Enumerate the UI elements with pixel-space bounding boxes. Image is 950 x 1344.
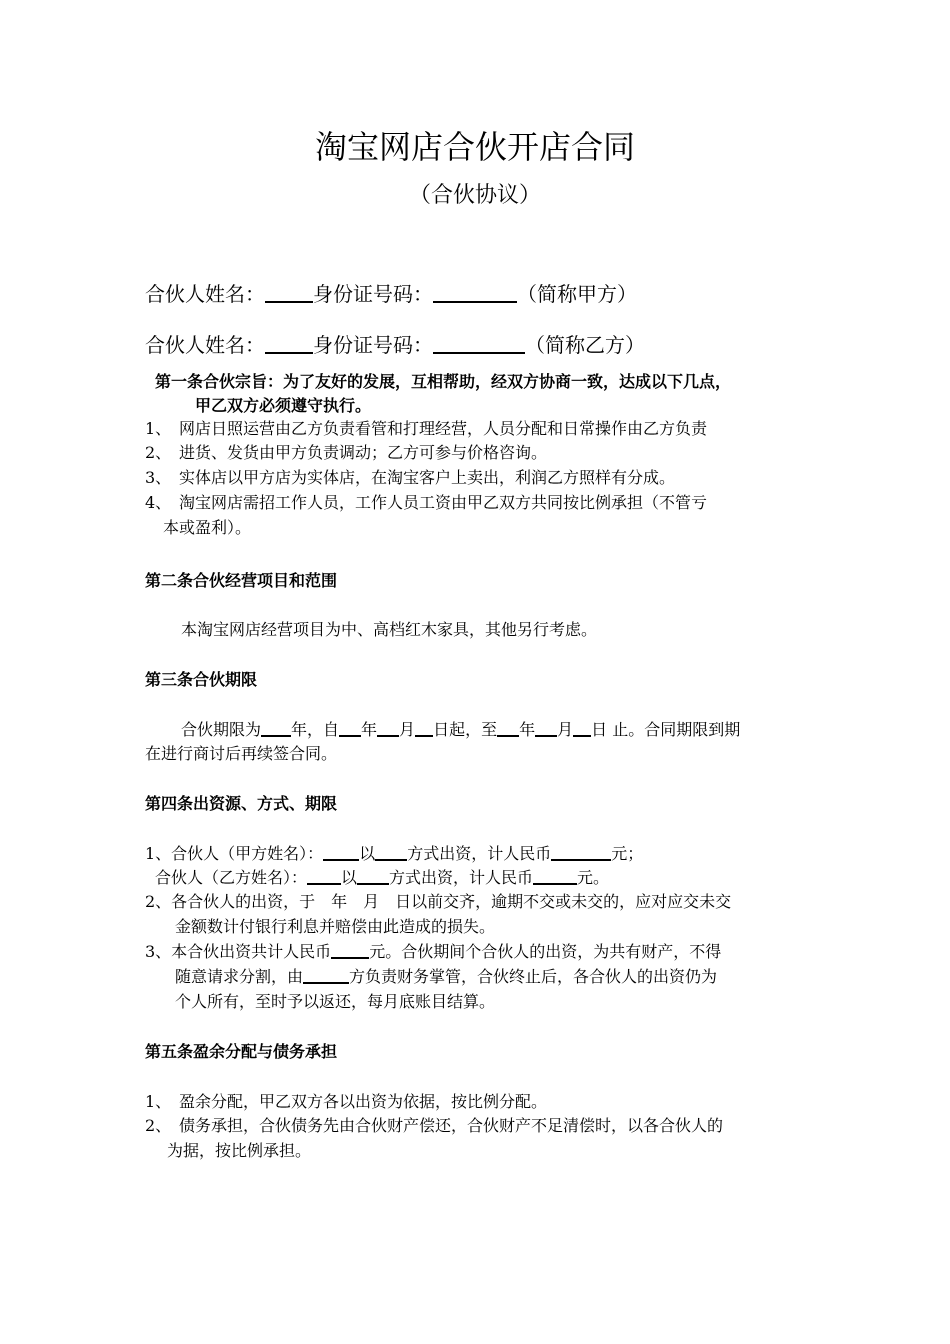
article-1-heading-cont: 甲乙双方必须遵守执行。 [195, 396, 372, 415]
party-b-id-label: 身份证号码： [313, 333, 433, 357]
end-year-blank [497, 718, 519, 737]
list-text: 债务承担，合伙债务先由合伙财产偿还，合伙财产不足清偿时，以各合伙人的 [179, 1116, 724, 1135]
finance-party-blank [303, 965, 349, 984]
text-span: 以 [359, 844, 376, 863]
end-day-blank [573, 718, 591, 737]
party-a-suffix: （简称甲方） [517, 282, 637, 306]
article-1-item-4 [145, 490, 707, 513]
text-span: 年，自 [291, 720, 340, 739]
article-2-text: 本淘宝网店经营项目为中、高档红木家具，其他另行考虑。 [181, 620, 598, 639]
text-span: 方式出资，计人民币 [389, 868, 534, 887]
list-number: 3、 [145, 468, 172, 487]
party-b-method-blank [357, 866, 389, 885]
text-span: 3、本合伙出资共计人民币 [145, 942, 332, 961]
party-a-id-label: 身份证号码： [313, 282, 433, 306]
text-span: 日起，至 [433, 720, 498, 739]
article-4-item-2: 2、各合伙人的出资，于 年 月 日以前交齐，逾期不交或未交的，应对应交未交 [145, 892, 732, 911]
article-4-item-1 [145, 841, 643, 864]
article-2-heading: 第二条合伙经营项目和范围 [145, 571, 338, 590]
party-b-suffix: （简称乙方） [525, 333, 645, 357]
list-number: 4、 [145, 493, 172, 512]
article-4-item-1-b [155, 865, 609, 888]
article-4-item-3 [145, 939, 721, 962]
text-span: 元； [611, 844, 644, 863]
article-4-heading: 第四条出资源、方式、期限 [145, 794, 338, 813]
article-5-item-2 [145, 1113, 723, 1136]
list-text: 淘宝网店需招工作人员，工作人员工资由甲乙双方共同按比例承担（不管亏 [179, 493, 708, 512]
article-4-item-3-cont-2: 个人所有，至时予以返还，每月底账目结算。 [175, 992, 496, 1011]
article-1-item-4-cont: 本或盈利）。 [163, 518, 252, 537]
party-a-name-label: 合伙人姓名： [145, 282, 265, 306]
list-text: 盈余分配，甲乙双方各以出资为依据，按比例分配。 [179, 1092, 548, 1111]
party-b-contributor-blank [307, 866, 341, 885]
article-1-item-1 [145, 416, 707, 439]
start-month-blank [377, 718, 399, 737]
text-span: 月 [557, 720, 574, 739]
text-span: 元。合伙期间个合伙人的出资，为共有财产，不得 [369, 942, 722, 961]
start-year-blank [339, 718, 361, 737]
article-5-heading: 第五条盈余分配与债务承担 [145, 1042, 338, 1061]
party-b-name-label: 合伙人姓名： [145, 333, 265, 357]
end-month-blank [535, 718, 557, 737]
list-number: 2、 [145, 443, 172, 462]
article-4-item-2-cont: 金额数计付银行利息并赔偿由此造成的损失。 [175, 917, 496, 936]
party-b-id-blank [433, 335, 525, 354]
party-a-method-blank [375, 842, 407, 861]
party-a-id-blank [433, 284, 517, 303]
list-number: 1、 [145, 1092, 172, 1111]
party-b-line [145, 329, 645, 358]
article-5-item-2-cont: 为据，按比例承担。 [167, 1141, 312, 1160]
list-text: 实体店以甲方店为实体店，在淘宝客户上卖出，利润乙方照样有分成。 [179, 468, 676, 487]
party-b-amount-blank [533, 866, 577, 885]
text-span: 元。 [577, 868, 610, 887]
party-b-name-blank [265, 335, 313, 354]
list-text: 网店日照运营由乙方负责看管和打理经营，人员分配和日常操作由乙方负责 [179, 419, 708, 438]
text-span: 方负责财务掌管，合伙终止后，各合伙人的出资仍为 [349, 967, 718, 986]
text-span: 随意请求分割，由 [175, 967, 304, 986]
party-a-amount-blank [551, 842, 611, 861]
document-subtitle: （合伙协议） [408, 183, 541, 208]
article-1-item-2 [145, 440, 547, 463]
text-span: 方式出资，计人民币 [407, 844, 552, 863]
list-text: 进货、发货由甲方负责调动；乙方可参与价格咨询。 [179, 443, 548, 462]
text-span: 日 止。合同期限到期 [591, 720, 741, 739]
article-3-heading: 第三条合伙期限 [145, 670, 258, 689]
years-blank [261, 718, 291, 737]
text-span: 合伙期限为 [181, 720, 262, 739]
total-amount-blank [331, 940, 369, 959]
start-day-blank [415, 718, 433, 737]
text-span: 年 [519, 720, 536, 739]
article-5-item-1 [145, 1089, 547, 1112]
document-title: 淘宝网店合伙开店合同 [314, 128, 635, 166]
article-1-item-3 [145, 465, 675, 488]
list-number: 2、 [145, 1116, 172, 1135]
party-a-name-blank [265, 284, 313, 303]
text-span: 合伙人（乙方姓名）： [155, 868, 308, 887]
article-3-line-2: 在进行商讨后再续签合同。 [145, 744, 338, 763]
text-span: 1、合伙人（甲方姓名）： [145, 844, 324, 863]
text-span: 以 [341, 868, 358, 887]
party-a-contributor-blank [323, 842, 359, 861]
party-a-line [145, 278, 637, 307]
article-4-item-3-cont [175, 964, 717, 987]
article-3-line-1 [181, 717, 740, 740]
text-span: 年 [361, 720, 378, 739]
text-span: 月 [399, 720, 416, 739]
article-1-heading: 第一条合伙宗旨：为了友好的发展，互相帮助，经双方协商一致，达成以下几点， [155, 372, 732, 391]
list-number: 1、 [145, 419, 172, 438]
